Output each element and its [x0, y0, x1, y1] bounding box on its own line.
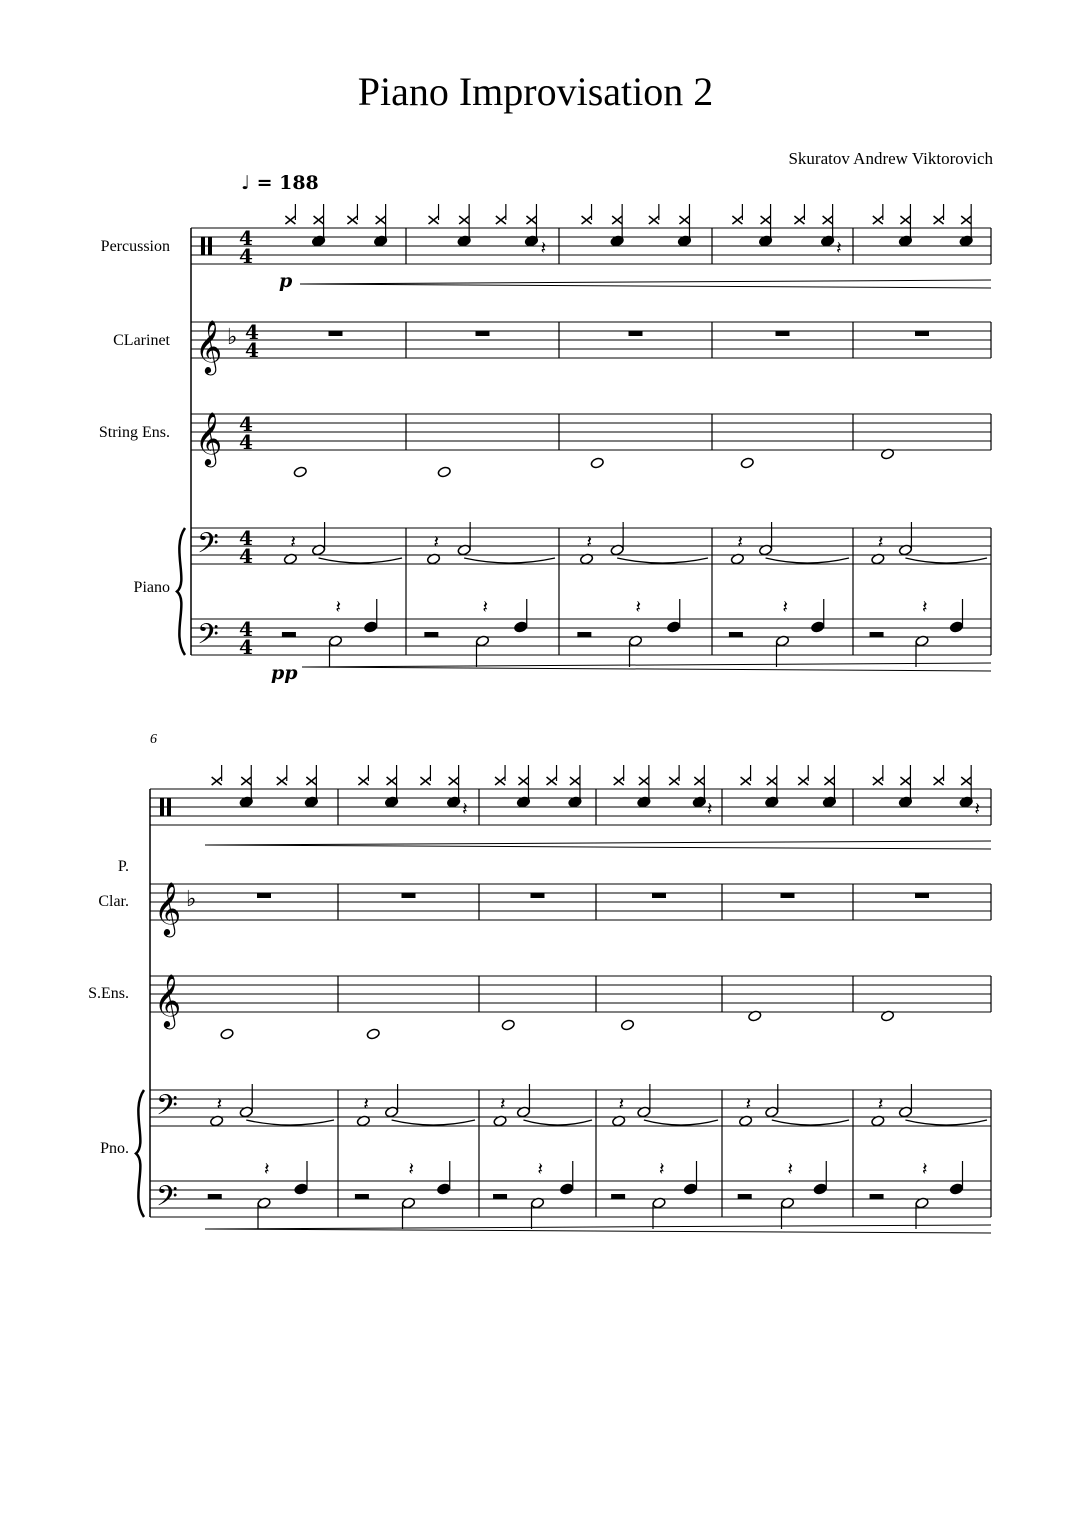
whole-rest — [915, 331, 929, 336]
percussion-clef — [167, 798, 171, 816]
dynamic-hairline — [300, 280, 991, 284]
quarter-rest: 𝄽 — [408, 1159, 415, 1180]
cross-notehead — [900, 777, 910, 785]
dynamic-hairline — [205, 841, 991, 845]
time-signature: 4 — [239, 526, 253, 550]
quarter-rest: 𝄽 — [540, 238, 547, 259]
instrument-abbr-strings: S.Ens. — [88, 985, 129, 1002]
instrument-abbr-piano: Pno. — [100, 1140, 129, 1157]
quarter-rest: 𝄽 — [363, 1094, 369, 1115]
quarter-rest: 𝄽 — [216, 1094, 223, 1115]
dynamic-piano: pp — [271, 662, 298, 684]
cross-notehead — [934, 777, 944, 785]
whole-note — [501, 1019, 515, 1031]
quarter-rest: 𝄽 — [659, 1159, 665, 1180]
cross-notehead — [694, 777, 704, 785]
quarter-note — [813, 1183, 827, 1195]
quarter-note — [667, 621, 681, 633]
cross-notehead — [570, 777, 580, 785]
whole-rest — [329, 331, 343, 336]
whole-note — [437, 466, 451, 478]
time-signature: 4 — [239, 544, 253, 568]
cross-notehead — [639, 777, 649, 785]
tie — [617, 558, 708, 563]
dynamic-hairline — [205, 1225, 991, 1229]
cross-notehead — [961, 777, 971, 785]
cross-notehead — [285, 216, 295, 224]
quarter-note — [560, 1183, 574, 1195]
cross-notehead — [547, 777, 557, 785]
whole-note — [590, 457, 604, 469]
quarter-rest: 𝄽 — [836, 238, 842, 259]
tie — [772, 1120, 849, 1125]
dynamic-hairline — [300, 284, 991, 288]
tie — [905, 558, 987, 563]
time-signature: 4 — [239, 412, 253, 436]
cross-notehead — [526, 216, 536, 224]
treble-clef: 𝄞 — [195, 319, 223, 373]
cross-notehead — [767, 777, 777, 785]
quarter-rest: 𝄽 — [635, 597, 642, 618]
bass-clef: 𝄢 — [197, 618, 219, 658]
whole-rest — [424, 632, 438, 637]
instrument-name-clarinet: CLarinet — [113, 332, 170, 349]
cross-notehead — [582, 216, 592, 224]
whole-rest — [870, 1194, 884, 1199]
bass-clef: 𝄢 — [156, 1089, 178, 1129]
cross-notehead — [496, 216, 506, 224]
cross-notehead — [934, 216, 944, 224]
tempo-marking: ♩ = 188 — [241, 172, 319, 194]
quarter-rest: 𝄽 — [537, 1159, 544, 1180]
whole-note — [293, 466, 307, 478]
key-flat: ♭ — [186, 887, 197, 912]
cross-notehead — [614, 777, 624, 785]
quarter-rest: 𝄽 — [782, 597, 789, 618]
cross-notehead — [741, 777, 751, 785]
percussion-clef — [208, 237, 212, 255]
quarter-rest: 𝄽 — [745, 1094, 752, 1115]
treble-clef: 𝄞 — [195, 411, 223, 465]
cross-notehead — [612, 216, 622, 224]
quarter-note — [683, 1183, 697, 1195]
percussion-clef — [160, 798, 164, 816]
quarter-rest: 𝄽 — [335, 597, 342, 618]
cross-notehead — [761, 216, 771, 224]
dynamic-hairline — [205, 1229, 991, 1233]
bass-clef: 𝄢 — [156, 1180, 178, 1220]
piano-brace — [177, 528, 185, 655]
whole-note — [220, 1028, 234, 1040]
quarter-rest: 𝄽 — [974, 799, 980, 820]
whole-rest — [493, 1194, 507, 1199]
quarter-note — [811, 621, 825, 633]
quarter-note — [437, 1183, 451, 1195]
whole-rest — [915, 893, 929, 898]
dynamic-hairline — [302, 667, 991, 671]
whole-rest — [652, 893, 666, 898]
measure-number: 6 — [150, 732, 157, 747]
cross-notehead — [824, 777, 834, 785]
whole-note — [740, 457, 754, 469]
tie — [319, 558, 402, 563]
cross-notehead — [420, 777, 430, 785]
quarter-rest: 𝄽 — [706, 799, 713, 820]
quarter-rest: 𝄽 — [922, 597, 928, 618]
quarter-rest: 𝄽 — [433, 532, 440, 553]
whole-rest — [282, 632, 296, 637]
cross-notehead — [449, 777, 459, 785]
whole-rest — [611, 1194, 625, 1199]
quarter-rest: 𝄽 — [787, 1159, 794, 1180]
key-flat: ♭ — [227, 325, 238, 350]
cross-notehead — [518, 777, 528, 785]
cross-notehead — [358, 777, 368, 785]
whole-rest — [776, 331, 790, 336]
cross-notehead — [241, 777, 251, 785]
whole-rest — [476, 331, 490, 336]
time-signature: 4 — [239, 635, 253, 659]
instrument-abbr-clarinet: Clar. — [98, 893, 129, 910]
dynamic-hairline — [205, 845, 991, 849]
dynamic-hairline — [302, 663, 991, 667]
cross-notehead — [376, 216, 386, 224]
instrument-name-piano: Piano — [133, 579, 170, 596]
cross-notehead — [459, 216, 469, 224]
quarter-note — [514, 621, 528, 633]
time-signature: 4 — [239, 226, 253, 250]
quarter-rest: 𝄽 — [264, 1159, 270, 1180]
cross-notehead — [794, 216, 804, 224]
whole-note — [366, 1028, 380, 1040]
cross-notehead — [873, 777, 883, 785]
tie — [766, 558, 849, 563]
cross-notehead — [277, 777, 287, 785]
whole-rest — [729, 632, 743, 637]
cross-notehead — [314, 216, 324, 224]
percussion-clef — [201, 237, 205, 255]
quarter-rest: 𝄽 — [290, 532, 296, 553]
tie — [246, 1120, 334, 1125]
quarter-rest: 𝄽 — [482, 597, 489, 618]
bass-clef: 𝄢 — [197, 527, 219, 567]
quarter-rest: 𝄽 — [500, 1094, 506, 1115]
whole-rest — [208, 1194, 222, 1199]
whole-rest — [738, 1194, 752, 1199]
quarter-rest: 𝄽 — [618, 1094, 625, 1115]
quarter-rest: 𝄽 — [877, 532, 884, 553]
treble-clef: 𝄞 — [154, 881, 182, 935]
time-signature: 4 — [239, 430, 253, 454]
tie — [392, 1120, 475, 1125]
dynamic-percussion: p — [279, 270, 293, 292]
time-signature: 4 — [239, 617, 253, 641]
cross-notehead — [961, 216, 971, 224]
cross-notehead — [212, 777, 222, 785]
piano-brace — [136, 1090, 144, 1217]
tie — [464, 558, 555, 563]
cross-notehead — [429, 216, 439, 224]
quarter-note — [294, 1183, 308, 1195]
whole-rest — [531, 893, 545, 898]
cross-notehead — [679, 216, 689, 224]
tie — [523, 1120, 592, 1125]
cross-notehead — [306, 777, 316, 785]
instrument-name-percussion: Percussion — [100, 238, 170, 255]
cross-notehead — [495, 777, 505, 785]
whole-rest — [402, 893, 416, 898]
cross-notehead — [873, 216, 883, 224]
score-title: Piano Improvisation 2 — [357, 69, 714, 114]
time-signature: 4 — [245, 320, 259, 344]
whole-rest — [355, 1194, 369, 1199]
quarter-rest: 𝄽 — [922, 1159, 928, 1180]
quarter-rest: 𝄽 — [877, 1094, 884, 1115]
tie — [905, 1120, 987, 1125]
whole-note — [620, 1019, 634, 1031]
whole-rest — [629, 331, 643, 336]
treble-clef: 𝄞 — [154, 973, 182, 1027]
quarter-rest: 𝄽 — [737, 532, 743, 553]
cross-notehead — [732, 216, 742, 224]
cross-notehead — [649, 216, 659, 224]
whole-rest — [781, 893, 795, 898]
cross-notehead — [669, 777, 679, 785]
time-signature: 4 — [245, 338, 259, 362]
instrument-name-strings: String Ens. — [98, 424, 170, 441]
instrument-abbr-percussion: P. — [117, 858, 129, 875]
quarter-note — [364, 621, 378, 633]
cross-notehead — [900, 216, 910, 224]
quarter-rest: 𝄽 — [462, 799, 468, 820]
cross-notehead — [798, 777, 808, 785]
whole-rest — [257, 893, 271, 898]
tie — [644, 1120, 718, 1125]
quarter-note — [949, 1183, 963, 1195]
cross-notehead — [823, 216, 833, 224]
cross-notehead — [387, 777, 397, 785]
time-signature: 4 — [239, 244, 253, 268]
tempo-value: = 188 — [256, 172, 319, 194]
quarter-note — [949, 621, 963, 633]
quarter-rest: 𝄽 — [586, 532, 593, 553]
whole-rest — [870, 632, 884, 637]
whole-rest — [577, 632, 591, 637]
composer-name: Skuratov Andrew Viktorovich — [788, 149, 993, 168]
cross-notehead — [347, 216, 357, 224]
